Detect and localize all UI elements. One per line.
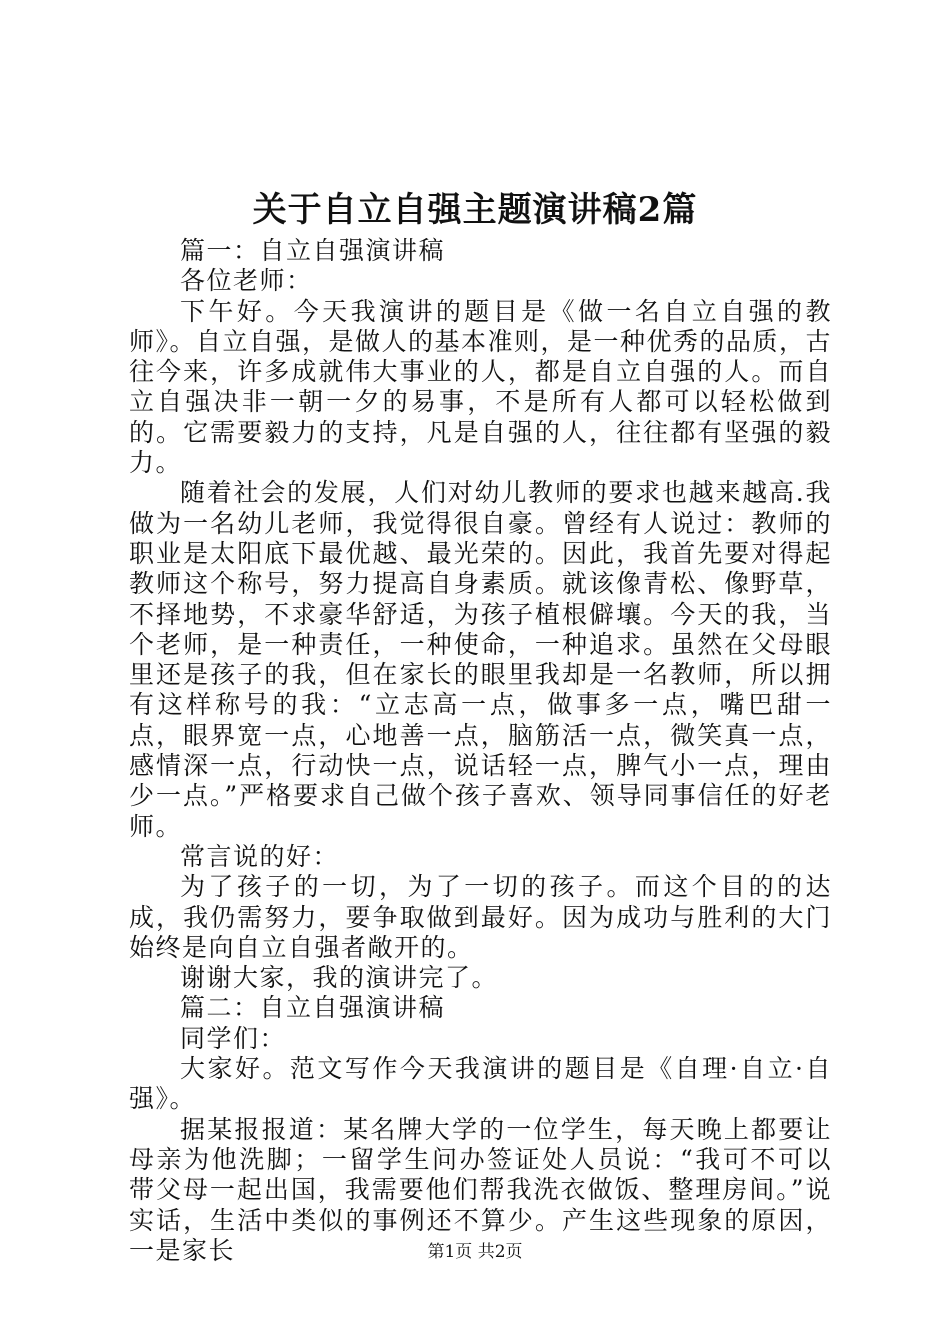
paragraph: 大家好。范文写作今天我演讲的题目是《自理·自立·自强》。 [129,1054,832,1114]
paragraph: 据某报报道：某名牌大学的一位学生，每天晚上都要让母亲为他洗脚；一留学生问办签证处人员说：“我可不可以带父母一起出国，我需要他们帮我洗衣做饭、整理房间。”说实话，生活中类似的事例还不算少。产生这些现象的原因，一是家长 [129,1114,832,1265]
document-title: 关于自立自强主题演讲稿2篇 [252,190,698,230]
paragraph: 谢谢大家，我的演讲完了。 [180,963,499,993]
page-footer: 第1页 共2页 [427,1242,523,1262]
paragraph: 下午好。今天我演讲的题目是《做一名自立自强的教师》。自立自强，是做人的基本准则，是一种优秀的品质，古往今来，许多成就伟大事业的人，都是自立自强的人。而自立自强决非一朝一夕的易事，不是所有人都可以轻松做到的。它需要毅力的支持，凡是自强的人，往往都有坚强的毅力。 [129,296,833,478]
salutation: 同学们： [180,1023,287,1053]
section-heading: 篇一：自立自强演讲稿 [180,236,446,265]
document-body [129,236,832,1266]
paragraph: 随着社会的发展，人们对幼儿教师的要求也越来越高.我做为一名幼儿老师，我觉得很自豪。曾经有人说过：教师的职业是太阳底下最优越、最光荣的。因此，我首先要对得起教师这个称号，努力提高自身素质。就该像青松、像野草，不择地势，不求豪华舒适，为孩子植根僻壤。今天的我，当个老师，是一种责任，一种使命，一种追求。虽然在父母眼里还是孩子的我，但在家长的眼里我却是一名教师，所以拥有这样称号的我：“立志高一点，做事多一点，嘴巴甜一点，眼界宽一点，心地善一点，脑筋活一点，微笑真一点，感情深一点，行动快一点，说话轻一点，脾气小一点，理由少一点。”严格要求自己做个孩子喜欢、领导同事信任的好老师。 [129,478,832,841]
paragraph: 为了孩子的一切，为了一切的孩子。而这个目的的达成，我仍需努力，要争取做到最好。因为成功与胜利的大门始终是向自立自强者敞开的。 [129,872,832,962]
paragraph: 常言说的好： [180,841,340,871]
salutation: 各位老师： [180,266,313,296]
section-heading: 篇二：自立自强演讲稿 [180,993,446,1023]
